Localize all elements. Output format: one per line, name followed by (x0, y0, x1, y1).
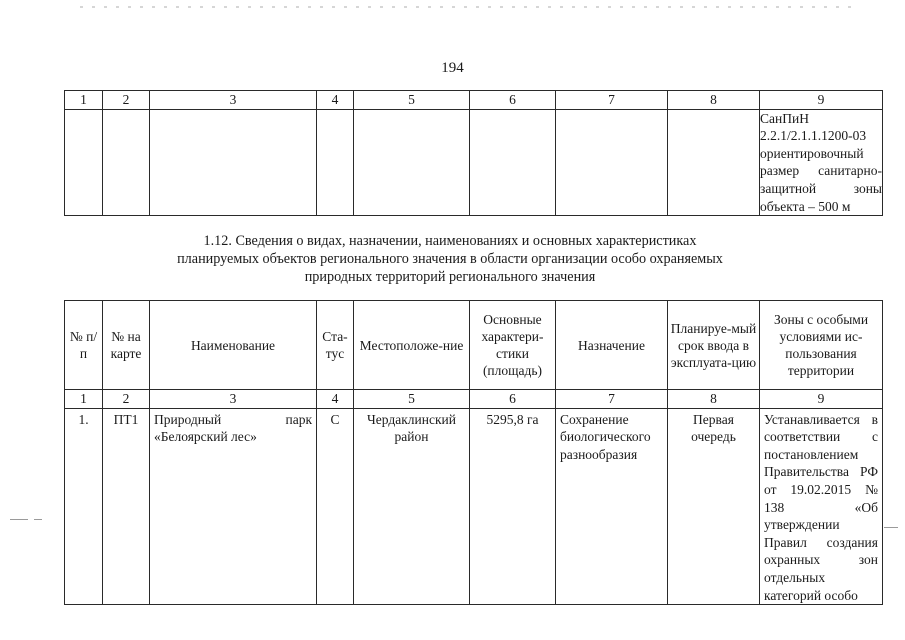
column-number: 9 (760, 390, 883, 409)
column-number: 6 (470, 91, 556, 110)
sanitary-zone-note: СанПиН 2.2.1/2.1.1.1200-03 ориентировочный размер санитарно-защитной зоны объекта – 500 м (760, 109, 883, 216)
header-zones: Зоны с особыми условиями ис-пользования территории (760, 301, 883, 390)
header-number: № п/п (65, 301, 103, 390)
scan-artifact (10, 519, 28, 520)
header-name: Наименование (150, 301, 317, 390)
column-number: 8 (668, 91, 760, 110)
scan-artifact (34, 519, 42, 520)
table-cell (65, 109, 103, 216)
scan-artifact (884, 527, 898, 528)
row-status: С (317, 408, 354, 605)
page-number: 194 (441, 60, 464, 76)
continuation-table (64, 90, 883, 216)
column-number: 2 (103, 91, 150, 110)
section-title-line: планируемых объектов регионального значения в области организации особо охраняемых (177, 251, 723, 267)
column-number: 7 (556, 91, 668, 110)
table-cell (354, 109, 470, 216)
table-cell (556, 109, 668, 216)
section-title-line: природных территорий регионального значения (304, 269, 596, 285)
table-cell (103, 109, 150, 216)
column-number: 9 (760, 91, 883, 110)
row-name: Природный парк «Белоярский лес» (150, 408, 317, 605)
table-cell (470, 109, 556, 216)
column-number: 8 (668, 390, 760, 409)
table-cell (668, 109, 760, 216)
column-number: 5 (354, 91, 470, 110)
row-location: Чердаклинский район (354, 408, 470, 605)
row-map-code: ПТ1 (103, 408, 150, 605)
row-term: Первая очередь (668, 408, 760, 605)
header-location: Местоположе-ние (354, 301, 470, 390)
scan-artifact (80, 6, 860, 8)
header-purpose: Назначение (556, 301, 668, 390)
column-number: 6 (470, 390, 556, 409)
section-title-line: 1.12. Сведения о видах, назначении, наименованиях и основных характеристиках (203, 233, 697, 249)
column-number: 2 (103, 390, 150, 409)
column-number: 3 (150, 91, 317, 110)
column-number: 5 (354, 390, 470, 409)
header-status: Ста-тус (317, 301, 354, 390)
table-cell (150, 109, 317, 216)
header-map-number: № на карте (103, 301, 150, 390)
header-term: Планируе-мый срок ввода в эксплуата-цию (668, 301, 760, 390)
column-number: 4 (317, 390, 354, 409)
column-number: 1 (65, 91, 103, 110)
row-characteristics: 5295,8 га (470, 408, 556, 605)
column-number: 7 (556, 390, 668, 409)
header-characteristics: Основные характери-стики (площадь) (470, 301, 556, 390)
row-number: 1. (65, 408, 103, 605)
column-number: 3 (150, 390, 317, 409)
table-cell (317, 109, 354, 216)
row-purpose: Сохранение биологического разнообразия (556, 408, 668, 605)
column-number: 1 (65, 390, 103, 409)
section-title (150, 232, 750, 286)
column-number: 4 (317, 91, 354, 110)
row-zones: Устанавливается в соответствии с постановлением Правительства РФ от 19.02.2015 № 138 «Об утверждении Правил создания охранных зон отдельных категорий особо (760, 408, 883, 605)
table-row (65, 408, 883, 605)
protected-areas-table (64, 300, 883, 605)
